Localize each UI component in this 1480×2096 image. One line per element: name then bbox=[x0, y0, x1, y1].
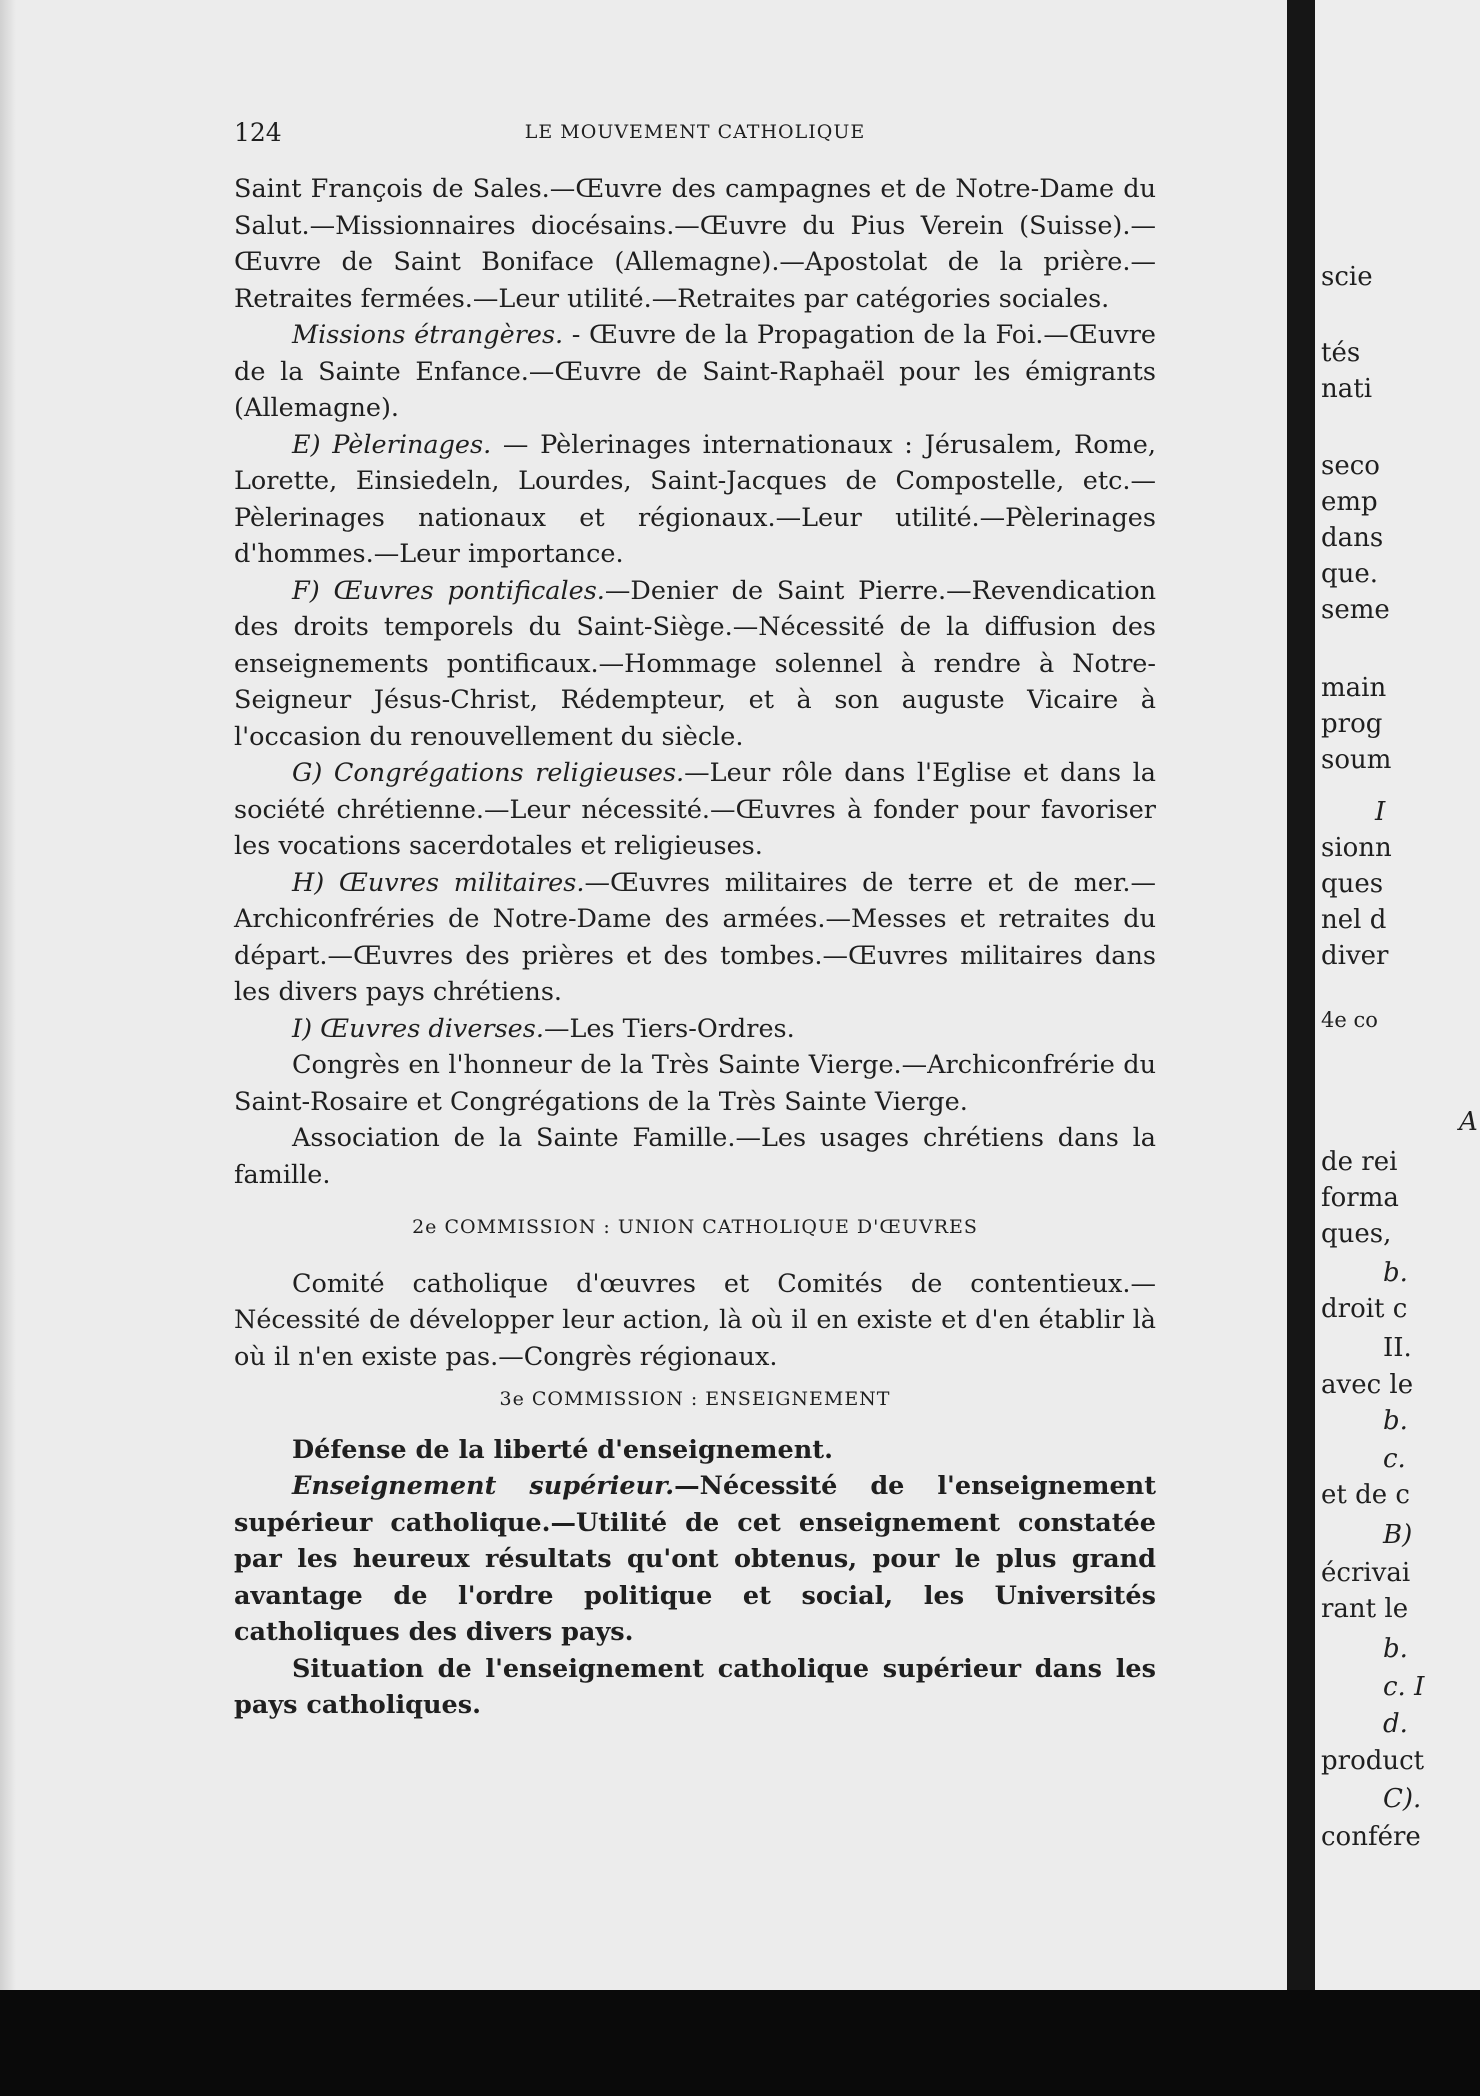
section-label: F) Œuvres pontificales. bbox=[292, 575, 605, 606]
page-header bbox=[234, 118, 1156, 148]
text-fragment: II. bbox=[1383, 1333, 1412, 1363]
paragraph: Saint François de Sales.—Œuvre des campagnes et de Notre-Dame du Salut.—Missionnaires diocésains.—Œuvre du Pius Verein (Suisse).—Œuvre de Saint Boniface (Allemagne).—Apostolat de la prière.—Retraites fermées.—Leur utilité.—Retraites par catégories sociales. bbox=[234, 174, 1156, 314]
paragraph: G) Congrégations religieuses.—Leur rôle dans l'Eglise et dans la société chrétienne.—Leur nécessité.—Œuvres à fonder pour favoriser les vocations sacerdotales et religieuses. bbox=[234, 758, 1157, 861]
text-fragment: C). bbox=[1383, 1784, 1422, 1814]
text-fragment: seme bbox=[1321, 595, 1390, 625]
text-fragment: droit c bbox=[1321, 1294, 1408, 1324]
text-fragment: que. bbox=[1321, 559, 1379, 589]
text-fragment: c. I bbox=[1383, 1672, 1425, 1702]
text-fragment: tés bbox=[1321, 338, 1361, 368]
text-fragment: product bbox=[1321, 1746, 1425, 1776]
text-fragment: ques, bbox=[1321, 1219, 1392, 1249]
section-label: H) Œuvres militaires. bbox=[292, 867, 585, 898]
section-label: G) Congrégations religieuses. bbox=[292, 758, 685, 788]
scan-bottom-border bbox=[0, 1990, 1480, 2096]
text-fragment: confére bbox=[1321, 1822, 1421, 1852]
text-fragment: b. bbox=[1383, 1258, 1408, 1288]
text-fragment: avec le bbox=[1321, 1370, 1414, 1400]
paragraph: Association de la Sainte Famille.—Les usages chrétiens dans la famille. bbox=[234, 1123, 1156, 1190]
book-gutter bbox=[1287, 0, 1315, 1990]
body-text bbox=[234, 171, 1156, 1724]
text-fragment: seco bbox=[1321, 451, 1380, 481]
paragraph: E) Pèlerinages. — Pèlerinages internationaux : Jérusalem, Rome, Lorette, Einsiedeln, Lourdes, Saint-Jacques de Compostelle, etc.—Pèlerinages nationaux et régionaux.—Leur utilité.—Pèlerinages d'hommes.—Leur importance. bbox=[234, 429, 1156, 569]
section-label: E) Pèlerinages. bbox=[292, 429, 492, 460]
text-fragment: rant le bbox=[1321, 1594, 1409, 1624]
text-fragment: A bbox=[1459, 1107, 1478, 1137]
paragraph: Situation de l'enseignement catholique supérieur dans les pays catholiques. bbox=[234, 1653, 1156, 1720]
commission-heading: 3e COMMISSION : ENSEIGNEMENT bbox=[499, 1388, 891, 1410]
text-fragment: nel d bbox=[1321, 905, 1387, 935]
section-label: I) Œuvres diverses. bbox=[292, 1013, 544, 1044]
paragraph: Enseignement supérieur.—Nécessité de l'enseignement supérieur catholique.—Utilité de cet enseignement constatée par les heureux résultats qu'ont obtenus, pour le plus grand avantage de l'ordre politique et social, les Universités catholiques des divers pays. bbox=[234, 1471, 1157, 1647]
text-fragment: prog bbox=[1321, 709, 1383, 739]
text-fragment: B) bbox=[1383, 1520, 1413, 1550]
text-fragment: sionn bbox=[1321, 833, 1392, 863]
text-fragment: 4e co bbox=[1321, 1008, 1378, 1032]
text-fragment: I bbox=[1375, 797, 1386, 827]
text-fragment: emp bbox=[1321, 487, 1378, 517]
paragraph: I) Œuvres diverses.—Les Tiers-Ordres. bbox=[292, 1013, 795, 1044]
text-fragment: ques bbox=[1321, 869, 1384, 899]
section-label: Enseignement supérieur. bbox=[292, 1471, 675, 1501]
text-fragment: dans bbox=[1321, 523, 1384, 553]
right-page-fragment bbox=[1315, 0, 1480, 1990]
paragraph: Congrès en l'honneur de la Très Sainte Vierge.—Archiconfrérie du Saint-Rosaire et Congrégations de la Très Sainte Vierge. bbox=[234, 1050, 1156, 1117]
text-fragment: de rei bbox=[1321, 1147, 1398, 1177]
text-fragment: d. bbox=[1383, 1709, 1408, 1739]
paragraph: H) Œuvres militaires.—Œuvres militaires de terre et de mer.—Archiconfréries de Notre-Dame des armées.—Messes et retraites du départ.—Œuvres des prières et des tombes.—Œuvres militaires dans les divers pays chrétiens. bbox=[234, 867, 1156, 1007]
text-fragment: nati bbox=[1321, 374, 1373, 404]
paragraph: Défense de la liberté d'enseignement. bbox=[292, 1434, 833, 1465]
commission-heading: 2e COMMISSION : UNION CATHOLIQUE D'ŒUVRES bbox=[412, 1216, 978, 1238]
paragraph: Comité catholique d'œuvres et Comités de contentieux.—Nécessité de développer leur action, là où il en existe et d'en établir là où il n'en existe pas.—Congrès régionaux. bbox=[234, 1268, 1156, 1372]
text-fragment: et de c bbox=[1321, 1480, 1410, 1510]
text-fragment: forma bbox=[1321, 1183, 1399, 1213]
text-fragment: écrivai bbox=[1321, 1558, 1411, 1588]
paragraph: F) Œuvres pontificales.—Denier de Saint Pierre.—Revendication des droits temporels du Saint-Siège.—Nécessité de la diffusion des enseignements pontificaux.—Hommage solennel à rendre à Notre-Seigneur Jésus-Christ, Rédempteur, et à son auguste Vicaire à l'occasion du renouvellement du siècle. bbox=[234, 575, 1156, 752]
page-number: 124 bbox=[234, 118, 282, 147]
text-fragment: b. bbox=[1383, 1634, 1408, 1664]
text-fragment: scie bbox=[1321, 262, 1373, 292]
text-fragment: soum bbox=[1321, 745, 1392, 775]
text-fragment: diver bbox=[1321, 941, 1389, 971]
running-title: LE MOUVEMENT CATHOLIQUE bbox=[524, 121, 866, 143]
text-fragment: main bbox=[1321, 673, 1387, 703]
text-fragment: b. bbox=[1383, 1406, 1408, 1436]
section-label: Missions étrangères. bbox=[292, 320, 564, 350]
paragraph: Missions étrangères. - Œuvre de la Propagation de la Foi.—Œuvre de la Sainte Enfance.—Œuvre de Saint-Raphaël pour les émigrants (Allemagne). bbox=[234, 320, 1156, 423]
text-fragment: c. bbox=[1383, 1444, 1406, 1474]
